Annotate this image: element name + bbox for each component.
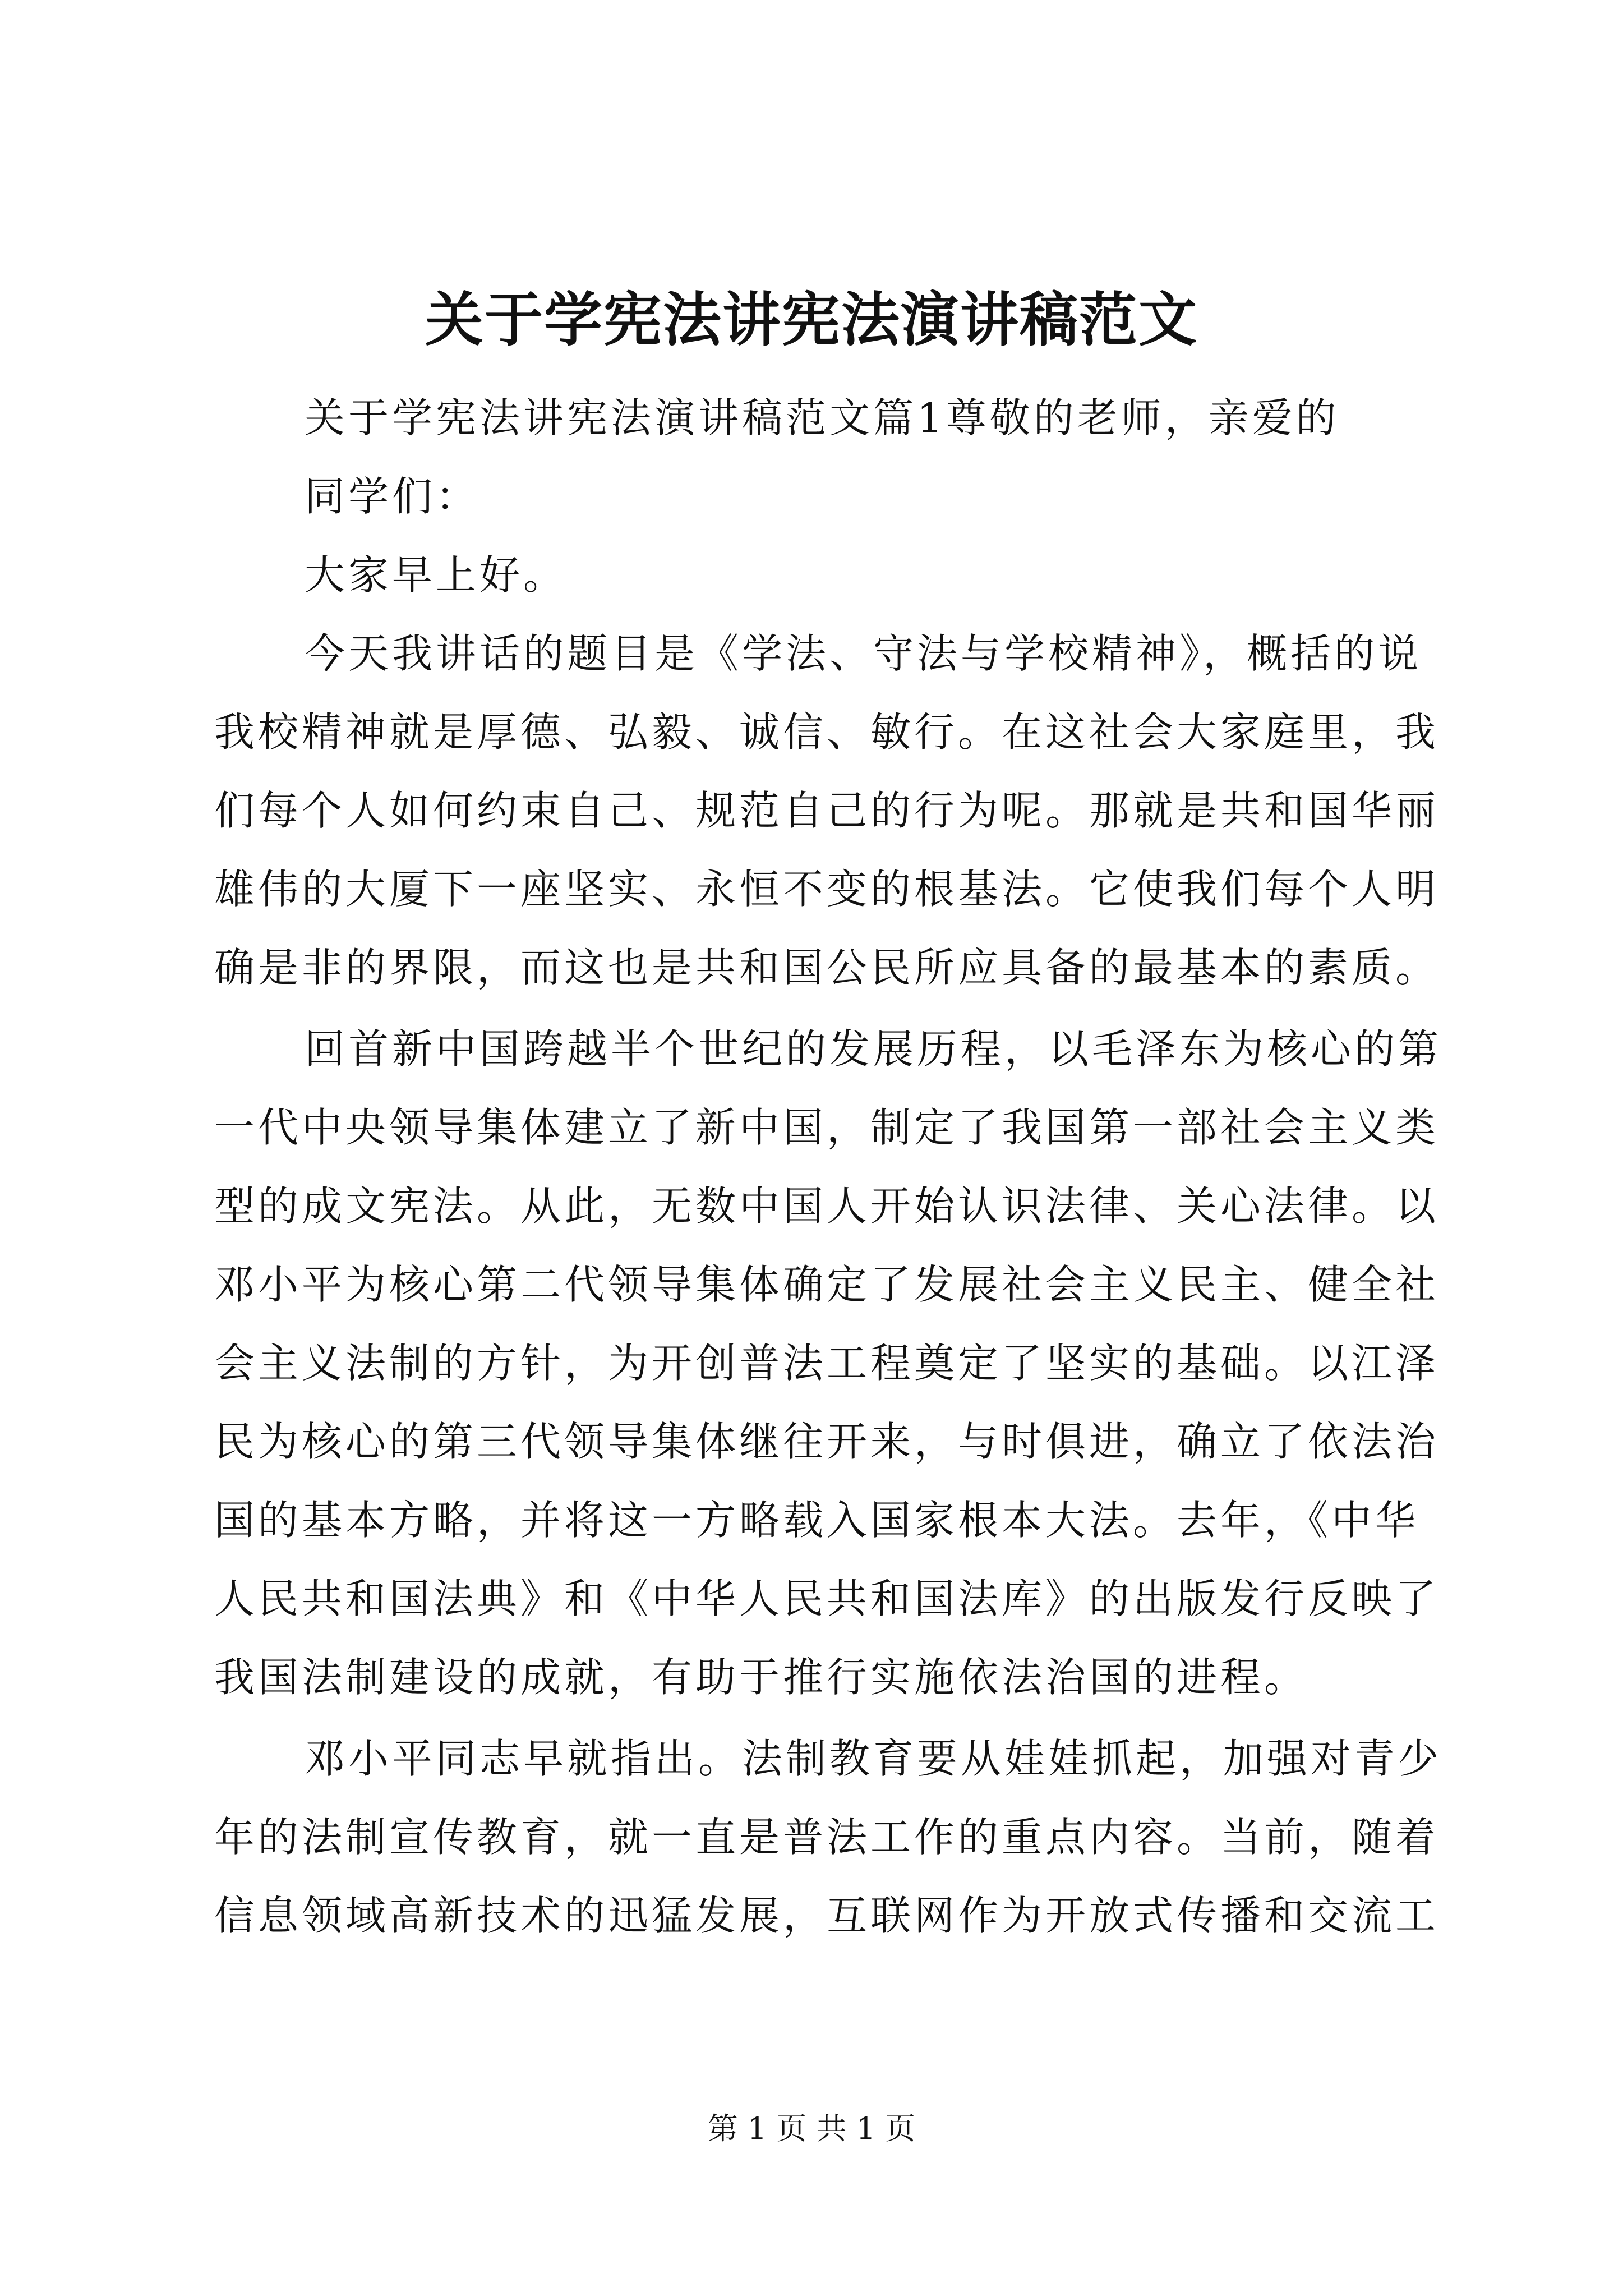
body-line: 同学们： <box>305 473 480 520</box>
body-line: 们每个人如何约束自己、规范自己的行为呢。那就是共和国华丽 <box>214 787 1440 834</box>
body-line: 一代中央领导集体建立了新中国，制定了我国第一部社会主义类 <box>214 1104 1440 1151</box>
body-line: 型的成文宪法。从此，无数中国人开始认识法律、关心法律。以 <box>214 1182 1440 1230</box>
body-line: 我校精神就是厚德、弘毅、诚信、敏行。在这社会大家庭里，我 <box>214 708 1440 756</box>
document-title: 关于学宪法讲宪法演讲稿范文 <box>425 285 1198 354</box>
page-footer: 第 1 页 共 1 页 <box>707 2111 916 2146</box>
body-line: 关于学宪法讲宪法演讲稿范文篇1尊敬的老师，亲爱的 <box>305 394 1340 441</box>
body-line: 邓小平为核心第二代领导集体确定了发展社会主义民主、健全社 <box>214 1261 1440 1308</box>
body-line: 人民共和国法典》和《中华人民共和国法库》的出版发行反映了 <box>214 1575 1440 1622</box>
body-line: 回首新中国跨越半个世纪的发展历程，以毛泽东为核心的第 <box>305 1025 1442 1073</box>
body-line: 今天我讲话的题目是《学法、守法与学校精神》，概括的说 <box>305 630 1422 677</box>
body-line: 我国法制建设的成就，有助于推行实施依法治国的进程。 <box>214 1654 1308 1701</box>
body-line: 年的法制宣传教育，就一直是普法工作的重点内容。当前，随着 <box>214 1814 1440 1861</box>
body-line: 确是非的界限，而这也是共和国公民所应具备的最基本的素质。 <box>214 944 1440 991</box>
body-line: 国的基本方略，并将这一方略载入国家根本大法。去年，《中华 <box>214 1497 1419 1544</box>
body-line: 邓小平同志早就指出。法制教育要从娃娃抓起，加强对青少 <box>305 1735 1442 1782</box>
body-line: 民为核心的第三代领导集体继往开来，与时俱进，确立了依法治 <box>214 1418 1440 1465</box>
body-line: 会主义法制的方针，为开创普法工程奠定了坚实的基础。以江泽 <box>214 1340 1440 1387</box>
body-line: 大家早上好。 <box>305 551 568 599</box>
body-line: 雄伟的大厦下一座坚实、永恒不变的根基法。它使我们每个人明 <box>214 866 1440 913</box>
body-line: 信息领域高新技术的迅猛发展，互联网作为开放式传播和交流工 <box>214 1892 1440 1939</box>
